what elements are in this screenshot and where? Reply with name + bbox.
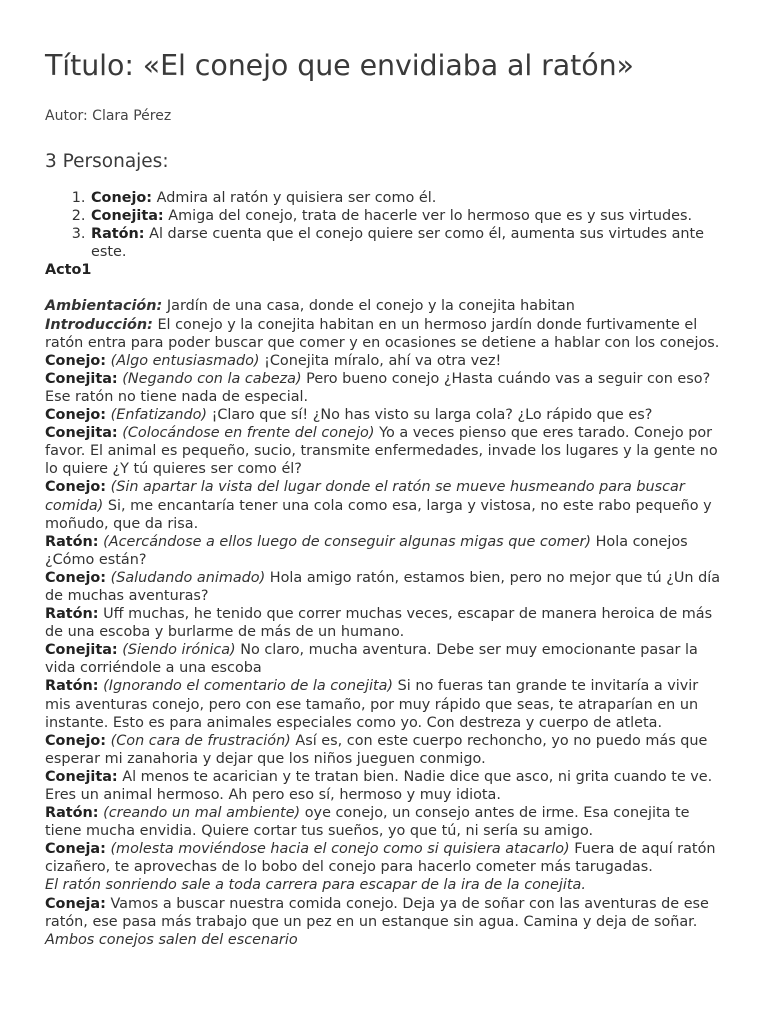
introduction-line: [45, 316, 723, 352]
dialogue-line: [45, 370, 723, 406]
stage-direction-inline: (Enfatizando): [110, 407, 208, 424]
speaker-name: Ratón:: [45, 805, 99, 822]
dialogue-line: [45, 605, 723, 641]
stage-direction-inline: (Negando con la cabeza): [122, 370, 302, 387]
spacer: [45, 279, 723, 297]
dialogue-text: Si, me encantaría tener una cola como esa, larga y vistosa, no este rabo pequeño y moñudo, que da risa.: [45, 497, 712, 532]
speaker-name: Ratón:: [45, 533, 99, 550]
stage-direction-inline: (creando un mal ambiente): [103, 805, 301, 822]
dialogue-text: Hola conejos ¿Cómo están?: [45, 533, 688, 568]
character-name: Conejo:: [91, 190, 153, 206]
speaker-name: Conejita:: [45, 425, 118, 442]
stage-direction-inline: (Saludando animado): [110, 569, 266, 586]
stage-direction-inline: (Algo entusiasmado): [110, 352, 260, 369]
dialogue-line: [45, 641, 723, 677]
introduction-label: Introducción:: [45, 316, 153, 333]
dialogue-text: Hola amigo ratón, estamos bien, pero no mejor que tú ¿Un día de muchas aventuras?: [45, 569, 721, 604]
speaker-name: Coneja:: [45, 841, 106, 858]
dialogue-line: [45, 533, 723, 569]
dialogue-block: [45, 352, 723, 877]
speaker-name: Coneja:: [45, 895, 106, 912]
setting-text: Jardín de una casa, donde el conejo y la conejita habitan: [166, 298, 575, 315]
character-desc: Admira al ratón y quisiera ser como él.: [156, 190, 437, 206]
speaker-name: Conejo:: [45, 569, 107, 586]
dialogue-line: [45, 406, 723, 424]
character-name: Conejita:: [91, 208, 164, 225]
character-item: [90, 207, 723, 225]
final-dialogue-line: [45, 895, 723, 931]
dialogue-line: [45, 424, 723, 478]
characters-list: [45, 189, 723, 261]
speaker-name: Conejo:: [45, 407, 107, 424]
act-label: Acto1: [45, 262, 92, 279]
dialogue-text: oye conejo, un consejo antes de irme. Esa conejita te tiene mucha envidia. Quiere cortar tus sueños, yo que tú, ni sería su amigo.: [45, 805, 690, 840]
dialogue-text: Vamos a buscar nuestra comida conejo. Deja ya de soñar con las aventuras de ese ratón, ese pasa más trabajo que un pez en un estanque sin agua. Camina y deja de soñar.: [45, 895, 709, 930]
stage-direction-inline: (molesta moviéndose hacia el conejo como si quisiera atacarlo): [110, 841, 570, 858]
author-line: Autor: Clara Pérez: [45, 108, 172, 124]
dialogue-line: [45, 569, 723, 605]
speaker-name: Conejo:: [45, 479, 107, 496]
dialogue-line: [45, 732, 723, 768]
character-item: [90, 189, 723, 207]
dialogue-line: [45, 840, 723, 876]
characters-heading: 3 Personajes:: [45, 151, 169, 172]
speaker-name: Ratón:: [45, 678, 99, 695]
character-item: [90, 225, 723, 261]
dialogue-line: [45, 768, 723, 804]
stage-direction-inline: (Siendo irónica): [122, 642, 236, 659]
dialogue-line: [45, 352, 723, 370]
speaker-name: Conejo:: [45, 352, 107, 369]
setting-label: Ambientación:: [45, 298, 163, 315]
stage-direction: El ratón sonriendo sale a toda carrera para escapar de la ira de la conejita.: [45, 877, 586, 894]
character-name: Ratón:: [91, 226, 145, 243]
dialogue-line: [45, 478, 723, 532]
speaker-name: Conejita:: [45, 642, 118, 659]
stage-direction-inline: (Con cara de frustración): [110, 732, 291, 749]
dialogue-text: Así es, con este cuerpo rechoncho, yo no puedo más que esperar mi zanahoria y dejar que los niños jueguen conmigo.: [45, 732, 708, 767]
speaker-name: Ratón:: [45, 606, 99, 623]
speaker-name: Conejo:: [45, 732, 107, 749]
stage-direction-inline: (Acercándose a ellos luego de conseguir algunas migas que comer): [103, 533, 592, 550]
dialogue-text: Pero bueno conejo ¿Hasta cuándo vas a seguir con eso? Ese ratón no tiene nada de especial.: [45, 370, 711, 405]
speaker-name: Conejita:: [45, 370, 118, 387]
dialogue-text: Yo a veces pienso que eres tarado. Conejo por favor. El animal es pequeño, sucio, transmite enfermedades, invade los lugares y la gente no lo quiere ¿Y tú quieres ser como él?: [45, 425, 718, 478]
dialogue-line: [45, 677, 723, 731]
dialogue-text: ¡Conejita míralo, ahí va otra vez!: [264, 352, 502, 369]
dialogue-text: ¡Claro que sí! ¿No has visto su larga cola? ¿Lo rápido que es?: [211, 407, 653, 424]
introduction-text: El conejo y la conejita habitan en un hermoso jardín donde furtivamente el ratón entra para poder buscar que comer y en ocasiones se detiene a hablar con los conejos.: [45, 316, 720, 351]
stage-direction-inline: (Sin apartar la vista del lugar donde el ratón se mueve husmeando para buscar comida): [45, 479, 685, 514]
dialogue-text: Si no fueras tan grande te invitaría a vivir mis aventuras conejo, pero con ese tamaño, por muy rápido que seas, te atraparían en un instante. Esto es para animales especiales como yo. Con destreza y cuerpo de atleta.: [45, 678, 699, 731]
stage-direction-inline: (Ignorando el comentario de la conejita): [103, 678, 394, 695]
document-title: Título: «El conejo que envidiaba al ratón»: [45, 49, 634, 82]
dialogue-text: Fuera de aquí ratón cizañero, te aprovechas de lo bobo del conejo para hacerlo cometer más tarugadas.: [45, 841, 716, 876]
character-desc: Amiga del conejo, trata de hacerle ver lo hermoso que es y sus virtudes.: [168, 208, 693, 225]
dialogue-text: Uff muchas, he tenido que correr muchas veces, escapar de manera heroica de más de una escoba y burlarme de más de un humano.: [45, 606, 713, 641]
dialogue-text: No claro, mucha aventura. Debe ser muy emocionante pasar la vida corriéndole a una escoba: [45, 642, 698, 677]
speaker-name: Conejita:: [45, 768, 118, 785]
dialogue-line: [45, 804, 723, 840]
stage-direction-inline: (Colocándose en frente del conejo): [122, 425, 375, 442]
stage-direction: Ambos conejos salen del escenario: [45, 931, 298, 948]
dialogue-text: Al menos te acarician y te tratan bien. Nadie dice que asco, ni grita cuando te ve. Eres un animal hermoso. Ah pero eso sí, hermoso y muy idiota.: [45, 768, 713, 803]
setting-line: [45, 297, 723, 315]
character-desc: Al darse cuenta que el conejo quiere ser como él, aumenta sus virtudes ante este.: [91, 226, 705, 261]
